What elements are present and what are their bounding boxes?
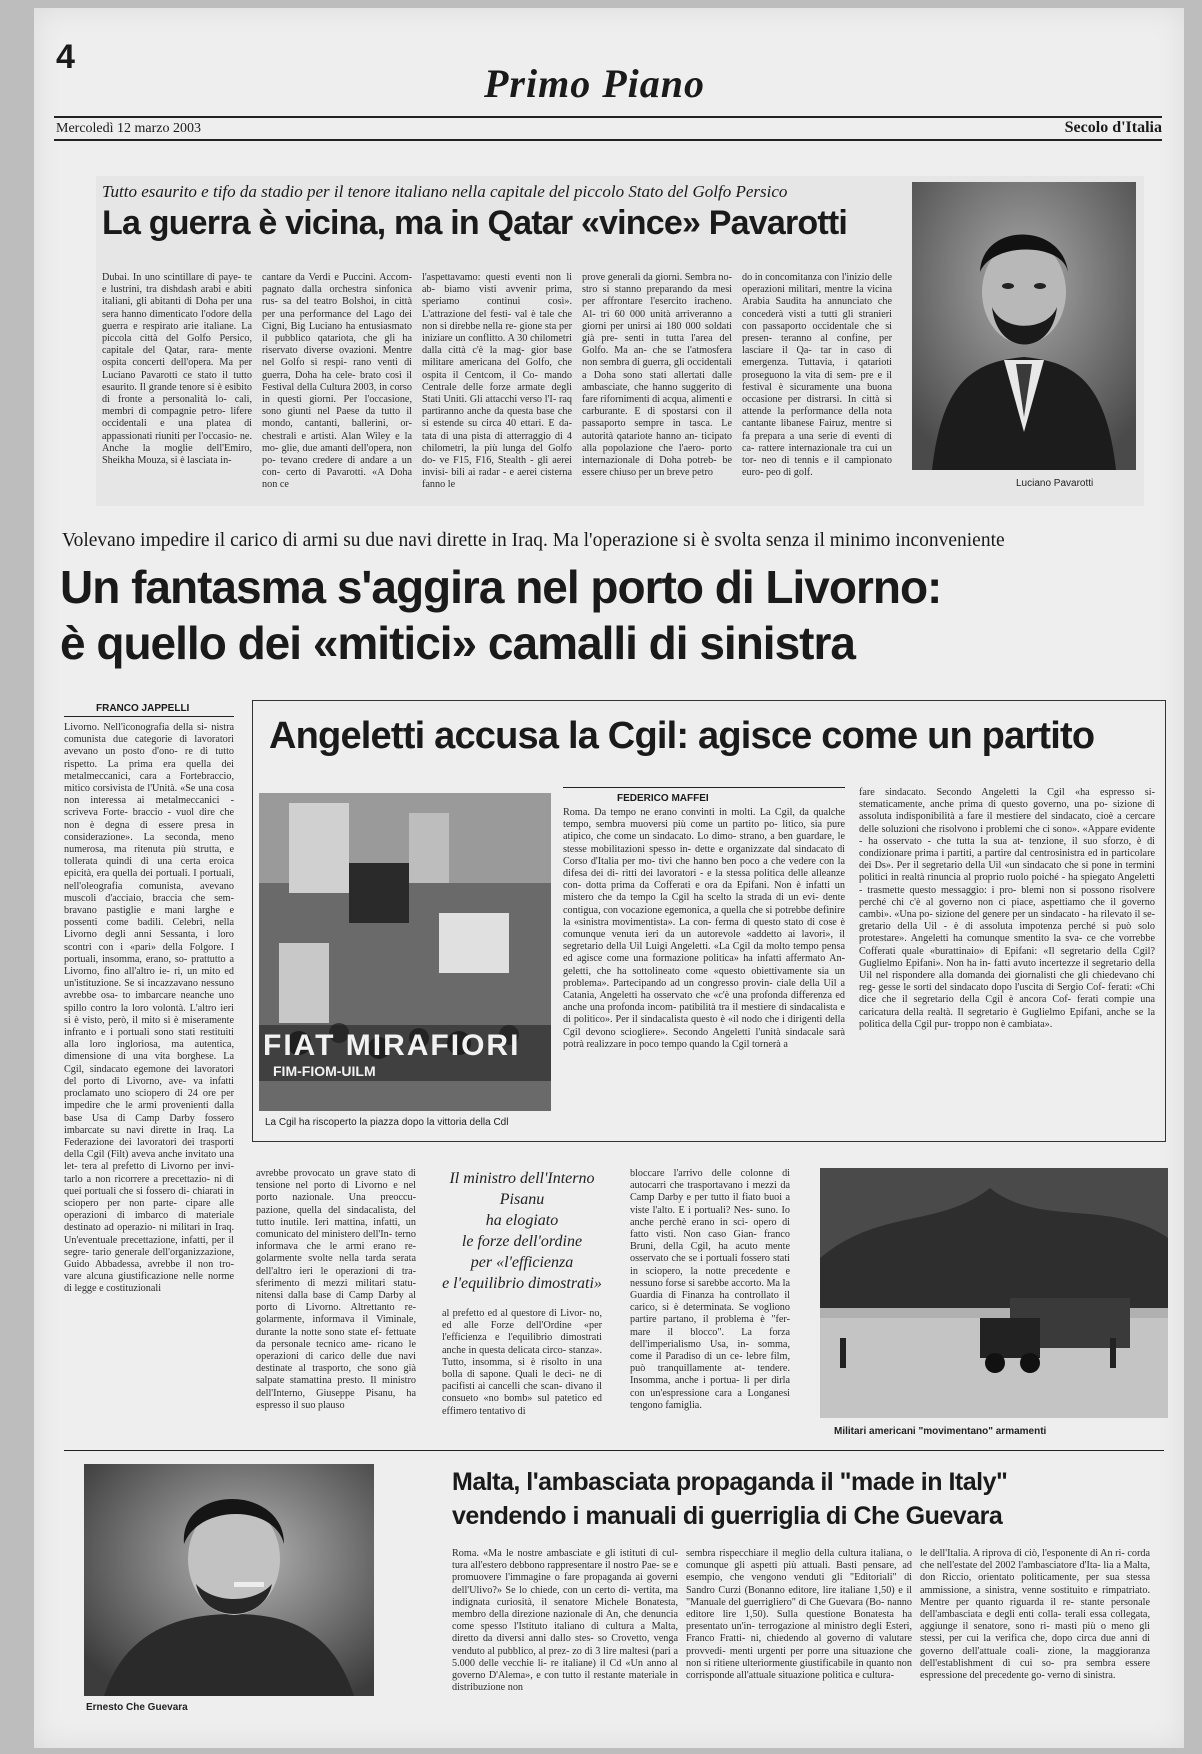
pull-quote-line: Il ministro dell'Interno	[449, 1170, 595, 1187]
pull-quote-line: e l'equilibrio dimostrati»	[442, 1275, 602, 1292]
pavarotti-photo	[912, 182, 1136, 470]
rally-photo	[259, 793, 551, 1111]
section-divider	[64, 1450, 1164, 1451]
page-number: 4	[56, 38, 75, 76]
article-column: Livorno. Nell'iconografia della si- nistra comunista due categorie di lavoratori avevano un posto d'ono- re di tutto rispetto. La prima era quella dei metalmeccanici, cara a Fortebraccio, mitico corsivista de l'Unità. «Se una cosa non interessa ai metalmeccanici - scriveva Forte- braccio - vuol dire che non è degna di essere presa in considerazione». La seconda, meno numerosa, ma ritenuta più strutta, e tollerata quindi di una certa eroica epicità, era quella dei portuali. I portuali, nell'oleografia comunista, avevano muscoli d'acciaio, braccia che sem- bravano pastiglie e mani larghe e possenti come badili. Celebri, nella Livorno degli anni Sessanta, i loro scontri con i «pari» della Folgore. I portuali, insomma, erano, so- prattutto a Livorno, fino all'altro ie- ri, un mito ed un'istituzione. Se si incazzavano nessuno avrebbe osa- to imbarcare neanche uno spillo contro la loro volontà. L'altro ieri si è visto, però, il mito si è miseramente infranto e i portuali sono stati restituiti alla loro ingloriosa, ma autentica, dimensione di una vita borghese. La Cgil, sindacato egemone dei lavoratori del porto di Livorno, ave- va infatti proclamato uno sciopero di 24 ore per impedire che le armi provenienti dalla base Usa di Camp Darby fossero imbarcate su navi dirette in Iraq. La Federazione dei lavoratori dei trasporti della Cgil (Filt) aveva anche invitato una let- tera al prefetto di Livorno per invi- tarlo a non ricorrere a precettazio- ni di quei portuali che si fossero di- chiarati in sciopero per non parte- cipare alle operazioni di imbarco di materiale destinato ad operazio- ni militari in Iraq. Un'eventuale precettazione, infatti, per il segre- tario generale dell'organizzazione, Guido Abbadessa, avrebbe il non tro- vare alcuna giustificazione nelle norme di legge e costituzionali	[64, 722, 234, 1295]
byline: FRANCO JAPPELLI	[96, 703, 190, 714]
article-angeletti-box	[252, 700, 1166, 1142]
article-pavarotti	[96, 176, 1144, 506]
pull-quote	[432, 1168, 612, 1294]
photo-caption: Militari americani "movimentano" armamenti	[834, 1426, 1047, 1437]
byline-rule	[64, 716, 234, 717]
article-column: do in concomitanza con l'inizio delle operazioni militari, mentre la vicina Arabia Saudita ha annunciato che concederà visti a tutti gli stranieri con passaporto occidentale che si presen- teranno al confine, per lasciare il Qa- tar in caso di emergenza. Tuttavia, i qatarioti proseguono la vita di sem- pre e il festival è sicuramente una buona occasione per distrarsi. In città si attende la performance della nota cantante libanese Fairuz, mentre si fa prepara a una serie di eventi di ca- rattere internazionale tra cui un tor- neo di tennis e il campionato euro- peo di golf.	[742, 272, 892, 479]
banner-text: FIAT MIRAFIORI	[263, 1029, 521, 1062]
article-column: l'aspettavamo: questi eventi non li ab- biamo visti avvenir prima, speriamo continui così». L'attrazione del festi- val è tale che non si direbbe nella re- gione sta per iniziare un conflitto. A 30 chilometri dalla città c'è la mag- gior base militare americana del Golfo, che ospita il Centcom, il Co- mando Centrale delle forze armate degli Stati Uniti. Gli attacchi verso l'I- raq partiranno anche da questa base che si estende su circa 40 ettari. E da- tata di una pista di atterraggio di 4 chilometri, la più lunga del Golfo do- ve F15, F16, Stealth - gli aerei invisi- bili ai radar - e aerei cisterna fanno le	[422, 272, 572, 491]
military-photo	[820, 1168, 1168, 1418]
photo-caption: Ernesto Che Guevara	[86, 1702, 188, 1713]
article-column: Dubai. In uno scintillare di paye- te e lustrini, tra dishdash arabi e abiti italiani, gli abitanti di Doha per una sera hanno dimenticato l'odore della guerra e respirato arie italiane. La piccola città del Golfo Persico, capitale del Qatar, rara- mente ospita concerti dell'opera. Ma per Luciano Pavarotti ce stato il tutto esaurito. Il grande tenore si è esibito di fronte a personalità lo- cali, membri di compagnie petro- lifere occidentali e una platea di appassionati riuniti per l'occasio- ne. Anche la moglie dell'Emiro, Sheikha Mouza, si è lasciata in-	[102, 272, 252, 467]
military-vehicles-icon	[820, 1168, 1168, 1418]
guevara-photo	[84, 1464, 374, 1696]
issue-date: Mercoledì 12 marzo 2003	[56, 121, 202, 136]
article-headline-line2: vendendo i manuali di guerriglia di Che Guevara	[452, 1502, 1003, 1530]
article-headline-line1: Un fantasma s'aggira nel porto di Livorno:	[60, 561, 942, 613]
guevara-portrait-icon	[84, 1464, 374, 1696]
article-column: cantare da Verdi e Puccini. Accom- pagnato dalla orchestra sinfonica rus- sa del teatro Bolshoi, in città per una performance del Lago dei Cigni, Big Luciano ha entusiasmato il pubblico qatariota, che gli ha riservato diverse ovazioni. Mentre nel Golfo si respi- rano venti di guerra, Doha ha cele- brato così il Festival della Cultura 2003, in corso in questi giorni. Per l'occasione, sono giunti nel Paese da tutto il mondo, cantanti, ballerini, or- chestrali e artisti. Alan Wiley e la mo- glie, due amanti dell'opera, non po- tevano credere di andare a un con- certo di Pavarotti. «A Doha non ce	[262, 272, 412, 491]
article-headline: La guerra è vicina, ma in Qatar «vince» Pavarotti	[102, 204, 848, 242]
article-column: prove generali da giorni. Sembra no- stro si stanno preparando da mesi per affrontare l'esercito iracheno. Al- tri 60 000 unità arriveranno a giorni per unirsi ai 180 000 soldati già pre- senti in tutta l'area del Golfo. Ma an- che se l'atmosfera non sembra di guerra, gli occidentali a Doha sono stati allertati dalle ambasciate, che hanno suggerito di fare rifornimenti di acqua, alimenti e carburante. E di spostarsi con il passaporto sempre in tasca. Le autorità qatariote hanno an- ticipato alla popolazione che l'aero- porto internazionale di Doha potreb- be essere chiuso per un breve petro	[582, 272, 732, 479]
header-rule-top	[54, 116, 1162, 118]
article-column: Roma. Da tempo ne erano convinti in molti. La Cgil, da qualche tempo, sembra muoversi più come un partito po- litico, sia pure atipico, che come un sindacato. Lo dimo- strano, a ben guardare, le stesse mobilitazioni spesso in- dette e organizzate dal sindacato di Corso d'Italia per mo- tivi che hanno ben poco a che vedere con la difesa dei di- ritti dei lavoratori - e la stessa politica delle alleanze con- dotta prima da Cofferati e ora da Epifani. Non è infatti un mistero che da tempo la Cgil ha scelto la strada di un evi- dente contigua, con vocazione egemonica, a quella che si potrebbe definire la «sinistra movimentista». La con- ferma di questo stato di cose è comunque venuta ieri da un autorevole «addetto ai lavori», il segretario della Uil Luigi Angeletti. «La Cgil da molto tempo pensa ed agisce come una formazione politica» ha infatti affermato An- geletti, che ha sottolineato come «questo obiettivamente sia un problema». Partecipando ad un congresso provin- ciale della Uil a Catania, Angeletti ha osservato che «c'è una profonda differenza ed anche una profonda incom- patibilità tra il mestiere di sindacalista e di politico». Per il sindacalista questo è «il nodo che i dirigenti della Cgil devono sciogliere». Secondo Angeletti l'unità sindacale sarà potrà realizzare in poco tempo quando la Cgil tornerà a	[563, 807, 845, 1050]
article-column: avrebbe provocato un grave stato di tensione nel porto di Livorno e nel porto nazionale. Una preoccu- pazione, quella del sindacalista, del tutto inutile. Ieri mattina, infatti, un comunicato del ministero dell'In- terno informava che le armi erano re- golarmente svolte nella tarda serata dell'altro ieri le operazioni di tra- sferimento di mezzi militari statu- nitensi dalla base di Camp Darby al porto di Livorno. Altrettanto re- golarmente, informava il Viminale, durante la notte sono state ef- fettuate da personale tecnico ame- ricano le operazioni di carico delle due navi destinate al trasporto, che sono già salpate stamattina presto. Il ministro dell'Interno, Giuseppe Pisanu, ha espresso il suo plauso	[256, 1168, 416, 1411]
article-headline-line1: Malta, l'ambasciata propaganda il "made in Italy"	[452, 1468, 1008, 1496]
banner-subtext: FIM-FIOM-UILM	[273, 1063, 376, 1079]
header-rule-bottom	[54, 139, 1162, 141]
article-column: sembra rispecchiare il meglio della cultura italiana, o comunque gli aspetti più attuali. Basti pensare, ad esempio, che vengono venduti gli "Editoriali" di Sandro Curzi (Bonanno editore, lire italiane 1,50) e il "Manuale del guerrigliero" di Che Guevara (Bo- nanno editore lire 1,50). Sulla questione Bonatesta ha presentato un'in- terrogazione al ministro degli Esteri, Franco Fratti- ni, chiedendo al governo di valutare provvedi- menti urgenti per porre una situazione che non si ritiene ulteriormente giustificabile in quanto non corrisponde all'attuale situazione politica e cultura-	[686, 1548, 912, 1682]
article-kicker: Volevano impedire il carico di armi su due navi dirette in Iraq. Ma l'operazione si è svolta senza il minimo inconveniente	[62, 530, 1005, 551]
section-title: Primo Piano	[484, 61, 706, 106]
article-headline-line2: è quello dei «mitici» camalli di sinistra	[60, 617, 855, 669]
photo-caption: La Cgil ha riscoperto la piazza dopo la vittoria della Cdl	[265, 1117, 509, 1128]
pull-quote-line: Pisanu	[499, 1191, 545, 1208]
pull-quote-line: per «l'efficienza	[470, 1254, 574, 1271]
byline: FEDERICO MAFFEI	[617, 793, 709, 804]
newspaper-page	[34, 8, 1184, 1748]
pavarotti-portrait-icon	[912, 182, 1136, 470]
photo-caption: Luciano Pavarotti	[1016, 478, 1094, 489]
newspaper-name: Secolo d'Italia	[1064, 119, 1162, 136]
article-column: al prefetto ed al questore di Livor- no, ed alle Forze dell'Ordine «per l'efficienza e l'equilibrio dimostrati anche in questa delicata circo- stanza». Tutto, insomma, si è risolto in una bolla di sapone. Quali le deci- ne di pacifisti ai cancelli che scan- divano il consueto «no bomb» sul patetico ed effimero tentativo di	[442, 1308, 602, 1417]
article-column: le dell'Italia. A riprova di ciò, l'esponente di An ri- corda che nell'estate del 2002 l'ambasciatore d'Ita- lia a Malta, don Riccio, orientato politicamente, per sua stessa ammissione, a sinistra, venne sostituito e rimpatriato. Mentre per quanto riguarda il re- stante personale dell'ambasciata e degli enti colla- terali essa collegata, aggiunge il senatore, sono ri- masti più o meno gli stessi, per cui la verifica che, dopo circa due anni di governo dell'attuale coali- zione, la maggioranza dell'establishment di cui so- pra sembra essere espressione del precedente go- verno di sinistra.	[920, 1548, 1150, 1682]
article-column: Roma. «Ma le nostre ambasciate e gli istituti di cul- tura all'estero debbono rappresentare il nostro Pae- se e promuovere l'immagine o fare propaganda ai governi dell'Ulivo?» Se lo chiede, con un certo di- vertita, ma indignata curiosità, il senatore Michele Bonatesta, membro della direzione nazionale di An, che denuncia come spesso l'Istituto italiano di cultura a Malta, diretto da diversi anni dallo stes- so Crovetto, venga venduto al pubblico, al prez- zo di 3 lire maltesi (pari a 5.000 delle vecchie li- re italiane) il Cd «Un anno al governo D'Alema», e con tutto il restante materiale in distribuzione non	[452, 1548, 678, 1694]
article-headline: Angeletti accusa la Cgil: agisce come un partito	[269, 715, 1095, 757]
article-kicker: Tutto esaurito e tifo da stadio per il tenore italiano nella capitale del piccolo Stato del Golfo Persico	[102, 182, 788, 201]
byline-rule	[563, 787, 845, 788]
pull-quote-line: ha elogiato	[485, 1212, 559, 1229]
article-column: bloccare l'arrivo delle colonne di autocarri che trasportavano i mezzi da Camp Darby e per tutto il fiato buoi a viste l'alto. E i portuali? Nes- suno. Io anche perchè erano in sci- opero di fatto visti. Non caso Gian- franco Bruni, della Cgil, ha acuto mente osservato che se i portuali fossero stati in sciopero, la notte precedente e nessuno forse si sarebbe accorto. Ma la Guardia di Finanza ha controllato il carico, si è determinata. Se vogliono partire partano, il problema è "fer- mare il blocco". La forza dell'imperialismo Usa, in- somma, come il Paradiso di un ce- lebre film, può tranquillamente at- tendere. Insomma, anche i portua- li per dirla con un'espressione cara a Longanesi tengono famiglia.	[630, 1168, 790, 1411]
pull-quote-line: le forze dell'ordine	[461, 1233, 583, 1250]
article-column: fare sindacato. Secondo Angeletti la Cgil «ha espresso si- stematicamente, anche prima di questo governo, una po- sizione di assoluta indisponibilità a fare il mestiere del sindacato, cioè a cercare delle soluzioni che risolvono i problemi che ci sono». «Appare evidente - ha osservato - che tutta la sua at- tenzione, il suo sforzo, è di condizionare prima i partiti, a partire dal centrosinistra ed in particolare dei Ds». Per il segretario della Uil «un sindacato che si pone in termini politici in realtà rinuncia al proprio ruolo poiché - ha spiegato Angeletti - trasmette questo messaggio: i pro- blemi non si possono risolvere perché chi c'è al governo non ci piace, aspettiamo che il governo cambi». «Una po- sizione del genere per un sindacato - ha rilevato il se- gretario della Uil - è di assoluta impotenza perché si può solo protestare». Angeletti ha comunque smentito la sva- ce che vorrebbe Cofferati quale «burattinaio» di Epifani: «Il segretario della Cgil? Guglielmo Epifani». Non ha in- fatti avuto incertezze il segretario della Uil nel rispondere alla domanda dei giornalisti che gli chiedevano chi reg- gesse le sorti del sindacato dopo l'uscita di Sergio Cof- ferati: «Chi dice che il segretario della Cgil è ancora Cof- ferati compie una caricatura della realtà. Il segretario è Guglielmo Epifani, anche se la politica della Cgil pur- troppo non è cambiata».	[859, 787, 1155, 1030]
